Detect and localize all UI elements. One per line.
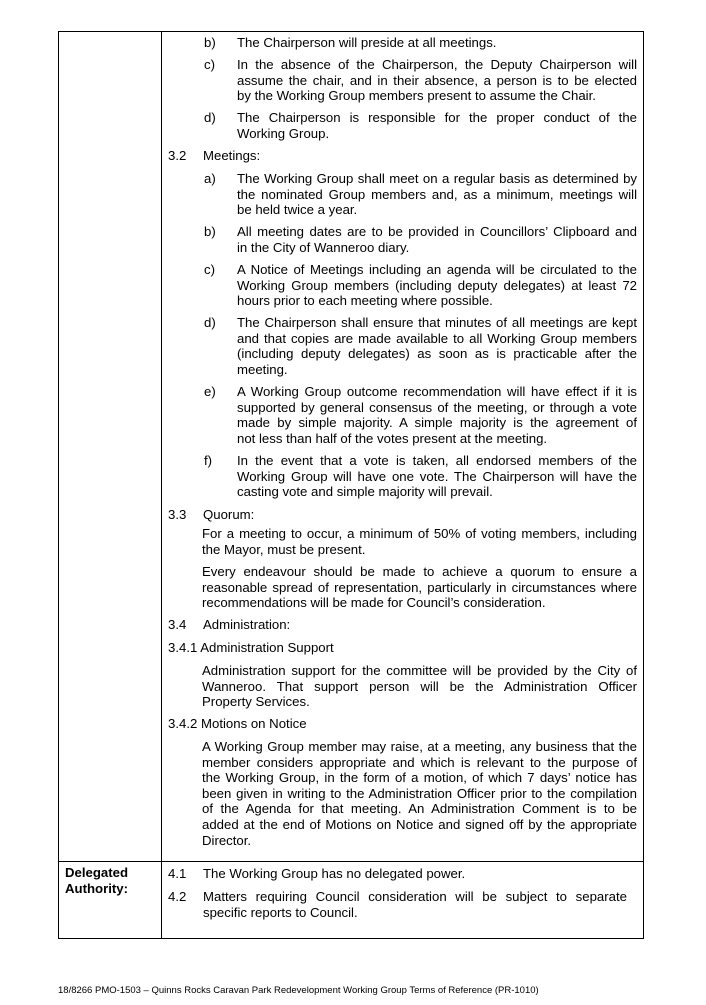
item-text: A Working Group outcome recommendation will have effect if it is xyxy=(237,384,637,399)
quorum-paragraph: recommendations will be made for Council’s consideration. xyxy=(202,595,546,611)
motions-paragraph: added at the end of Motions on Notice and signed off by the appropriate xyxy=(202,817,637,832)
motions-paragraph: A Working Group member may raise, at a meeting, any business that the xyxy=(202,739,637,754)
item-label: b) xyxy=(204,224,216,239)
section-number: 3.3 xyxy=(168,507,187,522)
row-heading: Delegated xyxy=(65,865,129,880)
item-text: In the absence of the Chairperson, the Deputy Chairperson will xyxy=(237,57,637,72)
subsection-heading: 3.4.2 Motions on Notice xyxy=(168,716,307,731)
section-title: Quorum: xyxy=(203,507,255,522)
item-text: All meeting dates are to be provided in Councillors’ Clipboard and xyxy=(237,224,637,239)
section-title: Administration: xyxy=(203,617,291,632)
section-title: Meetings: xyxy=(203,148,261,163)
item-text: and that copies are made available to all Working Group members xyxy=(237,330,637,346)
quorum-paragraph: Every endeavour should be made to achieve a quorum to ensure a xyxy=(202,564,637,579)
item-text: In the event that a vote is taken, all endorsed members of the xyxy=(237,453,637,468)
support-paragraph: Wanneroo. That support person will be the Administration Officer xyxy=(202,678,637,694)
item-text: The Chairperson is responsible for the proper conduct of the xyxy=(237,110,637,125)
item-text: Working Group will have one vote. The Chairperson will have the xyxy=(237,468,637,484)
subsection-heading: 3.4.1 Administration Support xyxy=(168,640,334,655)
section-number: 3.4 xyxy=(168,617,187,632)
item-text: casting vote and simple majority will prevail. xyxy=(237,484,493,500)
column-divider xyxy=(161,32,162,938)
motions-paragraph: Director. xyxy=(202,832,252,848)
item-text: (including deputy delegates) as soon as is practicable after the xyxy=(237,346,637,362)
quorum-paragraph: the Mayor, must be present. xyxy=(202,541,366,557)
item-label: d) xyxy=(204,315,216,330)
item-text: A Notice of Meetings including an agenda will be circulated to the xyxy=(237,262,637,277)
item-text: not less than half of the votes present at the meeting. xyxy=(237,430,548,446)
support-paragraph: Administration support for the committee will be provided by the City of xyxy=(202,663,637,678)
support-paragraph: Property Services. xyxy=(202,694,310,710)
item-label: d) xyxy=(204,110,216,125)
item-label: c) xyxy=(204,262,215,277)
item-text: Working Group members (including deputy delegates) at least 72 xyxy=(237,277,637,293)
item-text: made by simple majority. A simple majority is the agreement of xyxy=(237,415,637,431)
item-text: The Working Group shall meet on a regular basis as determined by xyxy=(237,171,637,186)
section-number: 4.2 xyxy=(168,889,187,904)
item-text: Matters requiring Council consideration will be subject to separate xyxy=(203,889,627,904)
item-text: Working Group. xyxy=(237,125,330,141)
item-label: f) xyxy=(204,453,213,468)
section-number: 4.1 xyxy=(168,866,187,881)
item-text: be held twice a year. xyxy=(237,202,358,218)
item-text: assume the chair, and in their absence, a person is to be elected xyxy=(237,72,637,88)
item-label: b) xyxy=(204,35,216,50)
motions-paragraph: been given in writing to the Administration Officer prior to the compilation xyxy=(202,785,637,801)
item-text: The Working Group has no delegated power. xyxy=(203,866,466,881)
motions-paragraph: the Working Group, in the form of a motion, of which 7 days’ notice has xyxy=(202,770,637,786)
item-text: meeting. xyxy=(237,361,288,377)
item-text: hours prior to each meeting where possible. xyxy=(237,293,493,309)
item-label: e) xyxy=(204,384,216,399)
page-footer: 18/8266 PMO-1503 – Quinns Rocks Caravan Park Redevelopment Working Group Terms of Reference (PR-1010) xyxy=(58,985,539,996)
item-label: a) xyxy=(204,171,216,186)
item-text: by the Working Group members present to assume the Chair. xyxy=(237,88,596,104)
item-text: supported by general consensus of the meeting, or through a vote xyxy=(237,399,637,415)
row-divider xyxy=(59,861,643,862)
row-heading: Authority: xyxy=(65,880,128,896)
quorum-paragraph: reasonable spread of representation, particularly in circumstances where xyxy=(202,579,637,595)
item-text: The Chairperson shall ensure that minutes of all meetings are kept xyxy=(237,315,637,330)
item-text: specific reports to Council. xyxy=(203,904,358,920)
quorum-paragraph: For a meeting to occur, a minimum of 50% of voting members, including xyxy=(202,526,637,541)
motions-paragraph: of the Agenda for that meeting. An Administration Comment is to be xyxy=(202,801,637,817)
item-text: The Chairperson will preside at all meetings. xyxy=(237,35,497,50)
item-text: the nominated Group members and, as a minimum, meetings will xyxy=(237,186,637,202)
item-text: in the City of Wanneroo diary. xyxy=(237,239,410,255)
motions-paragraph: member considers appropriate and which is relevant to the purpose of xyxy=(202,754,637,770)
item-label: c) xyxy=(204,57,215,72)
section-number: 3.2 xyxy=(168,148,187,163)
